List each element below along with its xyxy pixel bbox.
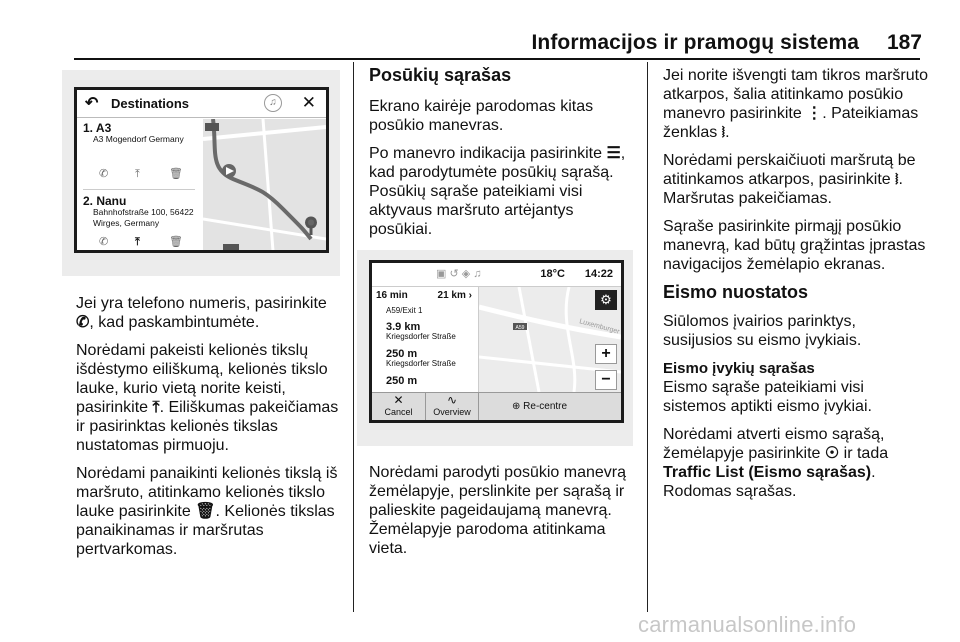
- turn-list-screen: [369, 260, 624, 423]
- trash-icon[interactable]: 🗑: [169, 168, 183, 180]
- maneuver-item[interactable]: [386, 322, 456, 342]
- paragraph: Jei yra telefono numeris, pasirinkite ✆, kad paskambintumėte.: [76, 295, 327, 331]
- phone-icon[interactable]: ✆: [99, 168, 109, 180]
- paragraph: Norėdami panaikinti kelionės tikslą iš maršruto, atitinkamo kelionės tikslo lauke pasirinkite 🗑. Kelionės tikslas panaikinamas ir maršrutas pertvarkomas.: [76, 465, 338, 558]
- destination-address: Bahnhofstraße 100, 56422: [93, 207, 194, 217]
- paragraph: Norėdami pakeisti kelionės tikslų išdėstymo eiliškumą, kelionės tikslo lauke, kurio vietą norite keisti, pasirinkite ⤒. Eiliškumas pakeičiamas ir pasirinktas kelionės tikslas nustatomas pirmuoju.: [76, 342, 339, 454]
- navigation-map[interactable]: [479, 287, 621, 392]
- move-top-icon: ⤒: [152, 399, 160, 416]
- maneuver-item[interactable]: [386, 349, 456, 369]
- more-icon: ⋮: [806, 105, 823, 122]
- phone-icon: ✆: [76, 314, 90, 331]
- recentre-label: Re-centre: [523, 401, 568, 412]
- maneuver-item[interactable]: [386, 376, 417, 386]
- temperature: 18°C: [540, 268, 565, 280]
- destination-item[interactable]: [83, 123, 201, 145]
- back-icon[interactable]: ↶: [85, 95, 99, 112]
- maneuver-street: Kriegsdorfer Straße: [386, 359, 456, 368]
- bottom-toolbar: [372, 392, 621, 420]
- trash-icon[interactable]: 🗑: [169, 236, 183, 248]
- move-top-icon[interactable]: ⤒: [135, 236, 140, 248]
- status-bar: [372, 263, 621, 287]
- zoom-in-button[interactable]: +: [595, 344, 617, 364]
- route-summary: [376, 291, 476, 301]
- cancel-label: Cancel: [384, 407, 413, 417]
- paragraph: Jei norite išvengti tam tikros maršruto atkarpos, šalia atitinkamo posūkio manevro pasirinkite ⋮. Pateikiamas ženklas ⧘.: [663, 67, 928, 141]
- paragraph: Norėdami parodyti posūkio manevrą žemėlapyje, perslinkite per sąrašą ir palieskite pageidaujamą manevrą. Žemėlapyje parodoma atitinkama vieta.: [369, 464, 627, 557]
- maneuver-item[interactable]: [386, 306, 422, 316]
- column-2-text-top: [369, 66, 639, 248]
- zoom-out-button[interactable]: −: [595, 370, 617, 390]
- destination-address: A3 Mogendorf Germany: [93, 134, 184, 144]
- destination-name: 1. A3: [83, 121, 112, 135]
- remaining-distance: 21 km ›: [437, 290, 472, 301]
- paragraph: Sąraše pasirinkite pirmąjį posūkio manevrą, kad būtų grąžintas įprastas navigacijos žemėlapio ekranas.: [663, 218, 926, 273]
- column-2-text-bottom: [369, 463, 639, 567]
- traffic-list-label: Traffic List (Eismo sąrašas): [663, 464, 872, 481]
- maneuver-list[interactable]: [372, 287, 479, 392]
- destination-list: [77, 119, 203, 250]
- avoid-icon: ⧘: [895, 171, 899, 188]
- cancel-button[interactable]: [372, 393, 426, 421]
- paragraph: Norėdami perskaičiuoti maršrutą be atitinkamos atkarpos, pasirinkite ⧘. Maršrutas pakeičiamas.: [663, 152, 916, 207]
- settings-button[interactable]: ⚙: [595, 290, 617, 310]
- phone-icon[interactable]: ✆: [99, 236, 109, 248]
- column-3-text: [663, 66, 929, 510]
- destination-actions: [77, 237, 197, 251]
- maneuver-street: A59/Exit 1: [386, 306, 423, 315]
- paragraph: Siūlomos įvairios parinktys, susijusios su eismo įvykiais.: [663, 313, 862, 349]
- music-icon[interactable]: ♫: [264, 94, 282, 112]
- column-divider-2: [647, 62, 648, 612]
- paragraph: Po manevro indikacija pasirinkite ☰, kad parodytumėte posūkių sąrašą. Posūkių sąraše pateikiami visi aktyvaus maršruto artėjantys posūkiai.: [369, 145, 626, 238]
- column-1-text: [76, 294, 346, 568]
- svg-text:Luxemburger: Luxemburger: [578, 318, 621, 336]
- destinations-topbar: [77, 90, 326, 118]
- trash-icon: 🗑: [195, 503, 216, 520]
- maneuver-distance: 250 m: [386, 375, 418, 387]
- recentre-button[interactable]: [512, 401, 567, 412]
- paragraph: Ekrano kairėje parodomas kitas posūkio manevras.: [369, 98, 594, 134]
- crosshair-icon: ⊕: [512, 401, 521, 412]
- subsection-heading: Eismo įvykių sąrašas: [663, 360, 815, 377]
- move-top-icon[interactable]: ⤒: [135, 168, 140, 180]
- page-header-title: Informacijos ir pramogų sistema: [531, 31, 859, 54]
- section-heading: Posūkių sąrašas: [369, 65, 512, 85]
- section-heading: Eismo nuostatos: [663, 282, 809, 302]
- paragraph: Norėdami atverti eismo sąrašą, žemėlapyje pasirinkite ☉ ir tada Traffic List (Eismo sąrašas). Rodomas sąrašas.: [663, 426, 889, 500]
- destination-address: Wirges, Germany: [93, 218, 160, 228]
- destinations-title: Destinations: [111, 96, 190, 111]
- route-icon: ∿: [446, 393, 458, 407]
- route-map[interactable]: [203, 119, 326, 250]
- turn-list-figure: [357, 250, 633, 446]
- destination-actions: [77, 169, 197, 183]
- route-map-graphic: [203, 119, 326, 251]
- destination-name: 2. Nanu: [83, 194, 127, 208]
- avoid-icon: ⧘: [721, 124, 726, 141]
- remaining-time: 16 min: [376, 290, 408, 301]
- status-icons: ▣ ↺ ◈ ♫: [436, 268, 482, 280]
- watermark: carmanualsonline.info: [638, 612, 857, 637]
- page-number: 187: [886, 31, 922, 54]
- destinations-figure: [62, 70, 340, 276]
- list-icon: ☰: [606, 145, 621, 162]
- overview-label: Overview: [433, 407, 471, 417]
- close-icon: ✕: [393, 393, 404, 407]
- maneuver-street: Kriegsdorfer Straße: [386, 332, 456, 341]
- column-divider-1: [353, 62, 354, 612]
- destination-separator: [83, 189, 195, 190]
- overview-button[interactable]: [426, 393, 479, 421]
- header-rule: [74, 58, 920, 60]
- paragraph: Eismo sąraše pateikiami visi sistemos aptikti eismo įvykiai.: [663, 379, 872, 415]
- destination-item[interactable]: [83, 196, 201, 229]
- close-icon[interactable]: ✕: [301, 93, 316, 112]
- maneuver-distance: 3.9 km: [386, 321, 421, 333]
- destinations-screen: [74, 87, 329, 253]
- clock: 14:22: [584, 268, 613, 280]
- svg-text:A59: A59: [515, 325, 525, 331]
- traffic-icon: ☉: [824, 445, 840, 462]
- maneuver-distance: 250 m: [386, 348, 418, 360]
